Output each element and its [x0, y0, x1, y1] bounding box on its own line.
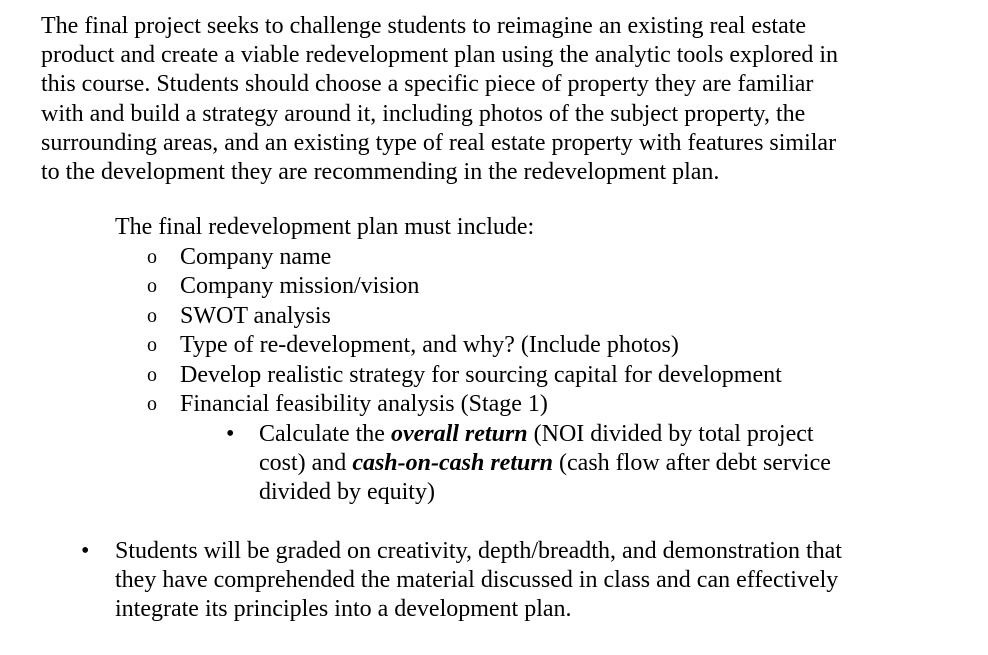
bullet-icon: •: [81, 538, 90, 564]
calculation-line: [259, 420, 831, 449]
intro-line: to the development they are recommending in the redevelopment plan.: [41, 159, 720, 186]
requirement-mission-vision: Company mission/vision: [180, 273, 420, 300]
grading-line: they have comprehended the material discussed in class and can effectively: [115, 567, 839, 594]
intro-paragraph: [41, 12, 941, 187]
intro-line: product and create a viable redevelopment plan using the analytic tools explored in: [41, 42, 839, 69]
circle-bullet-icon: o: [147, 304, 157, 327]
grading-line: Students will be graded on creativity, depth/breadth, and demonstration that: [115, 538, 842, 564]
cash-on-cash-term: cash-on-cash return: [352, 450, 554, 477]
calculation-text-segment: Calculate the: [259, 421, 391, 447]
requirement-capital-strategy: Develop realistic strategy for sourcing capital for development: [180, 361, 782, 388]
requirement-redevelopment-type: Type of re-development, and why? (Include photos): [180, 332, 679, 359]
intro-line: this course. Students should choose a specific piece of property they are familiar: [41, 71, 814, 98]
calculation-line: divided by equity): [259, 479, 435, 506]
circle-bullet-icon: o: [147, 246, 157, 268]
circle-bullet-icon: o: [147, 392, 157, 415]
requirement-swot: SWOT analysis: [180, 302, 331, 329]
calculation-line: [259, 449, 831, 478]
grading-text: [115, 537, 842, 625]
overall-return-term: overall return: [390, 421, 528, 447]
intro-line: The final project seeks to challenge students to reimagine an existing real estate: [41, 13, 807, 39]
requirement-financial-feasibility: Financial feasibility analysis (Stage 1): [180, 390, 548, 417]
bullet-icon: •: [226, 421, 235, 447]
circle-bullet-icon: o: [147, 363, 157, 386]
calculation-text: [259, 420, 831, 508]
circle-bullet-icon: o: [147, 334, 157, 357]
calculation-text-segment: cost) and: [259, 450, 353, 477]
circle-bullet-icon: o: [147, 275, 157, 298]
requirement-company-name: Company name: [180, 244, 332, 270]
grading-line: integrate its principles into a development plan.: [115, 596, 572, 623]
calculation-text-segment: (NOI divided by total project: [527, 421, 814, 447]
requirements-heading: The final redevelopment plan must include:: [115, 214, 535, 240]
calculation-text-segment: (cash flow after debt service: [553, 450, 831, 477]
intro-line: with and build a strategy around it, including photos of the subject property, the: [41, 100, 806, 127]
intro-line: surrounding areas, and an existing type of real estate property with features similar: [41, 129, 837, 156]
